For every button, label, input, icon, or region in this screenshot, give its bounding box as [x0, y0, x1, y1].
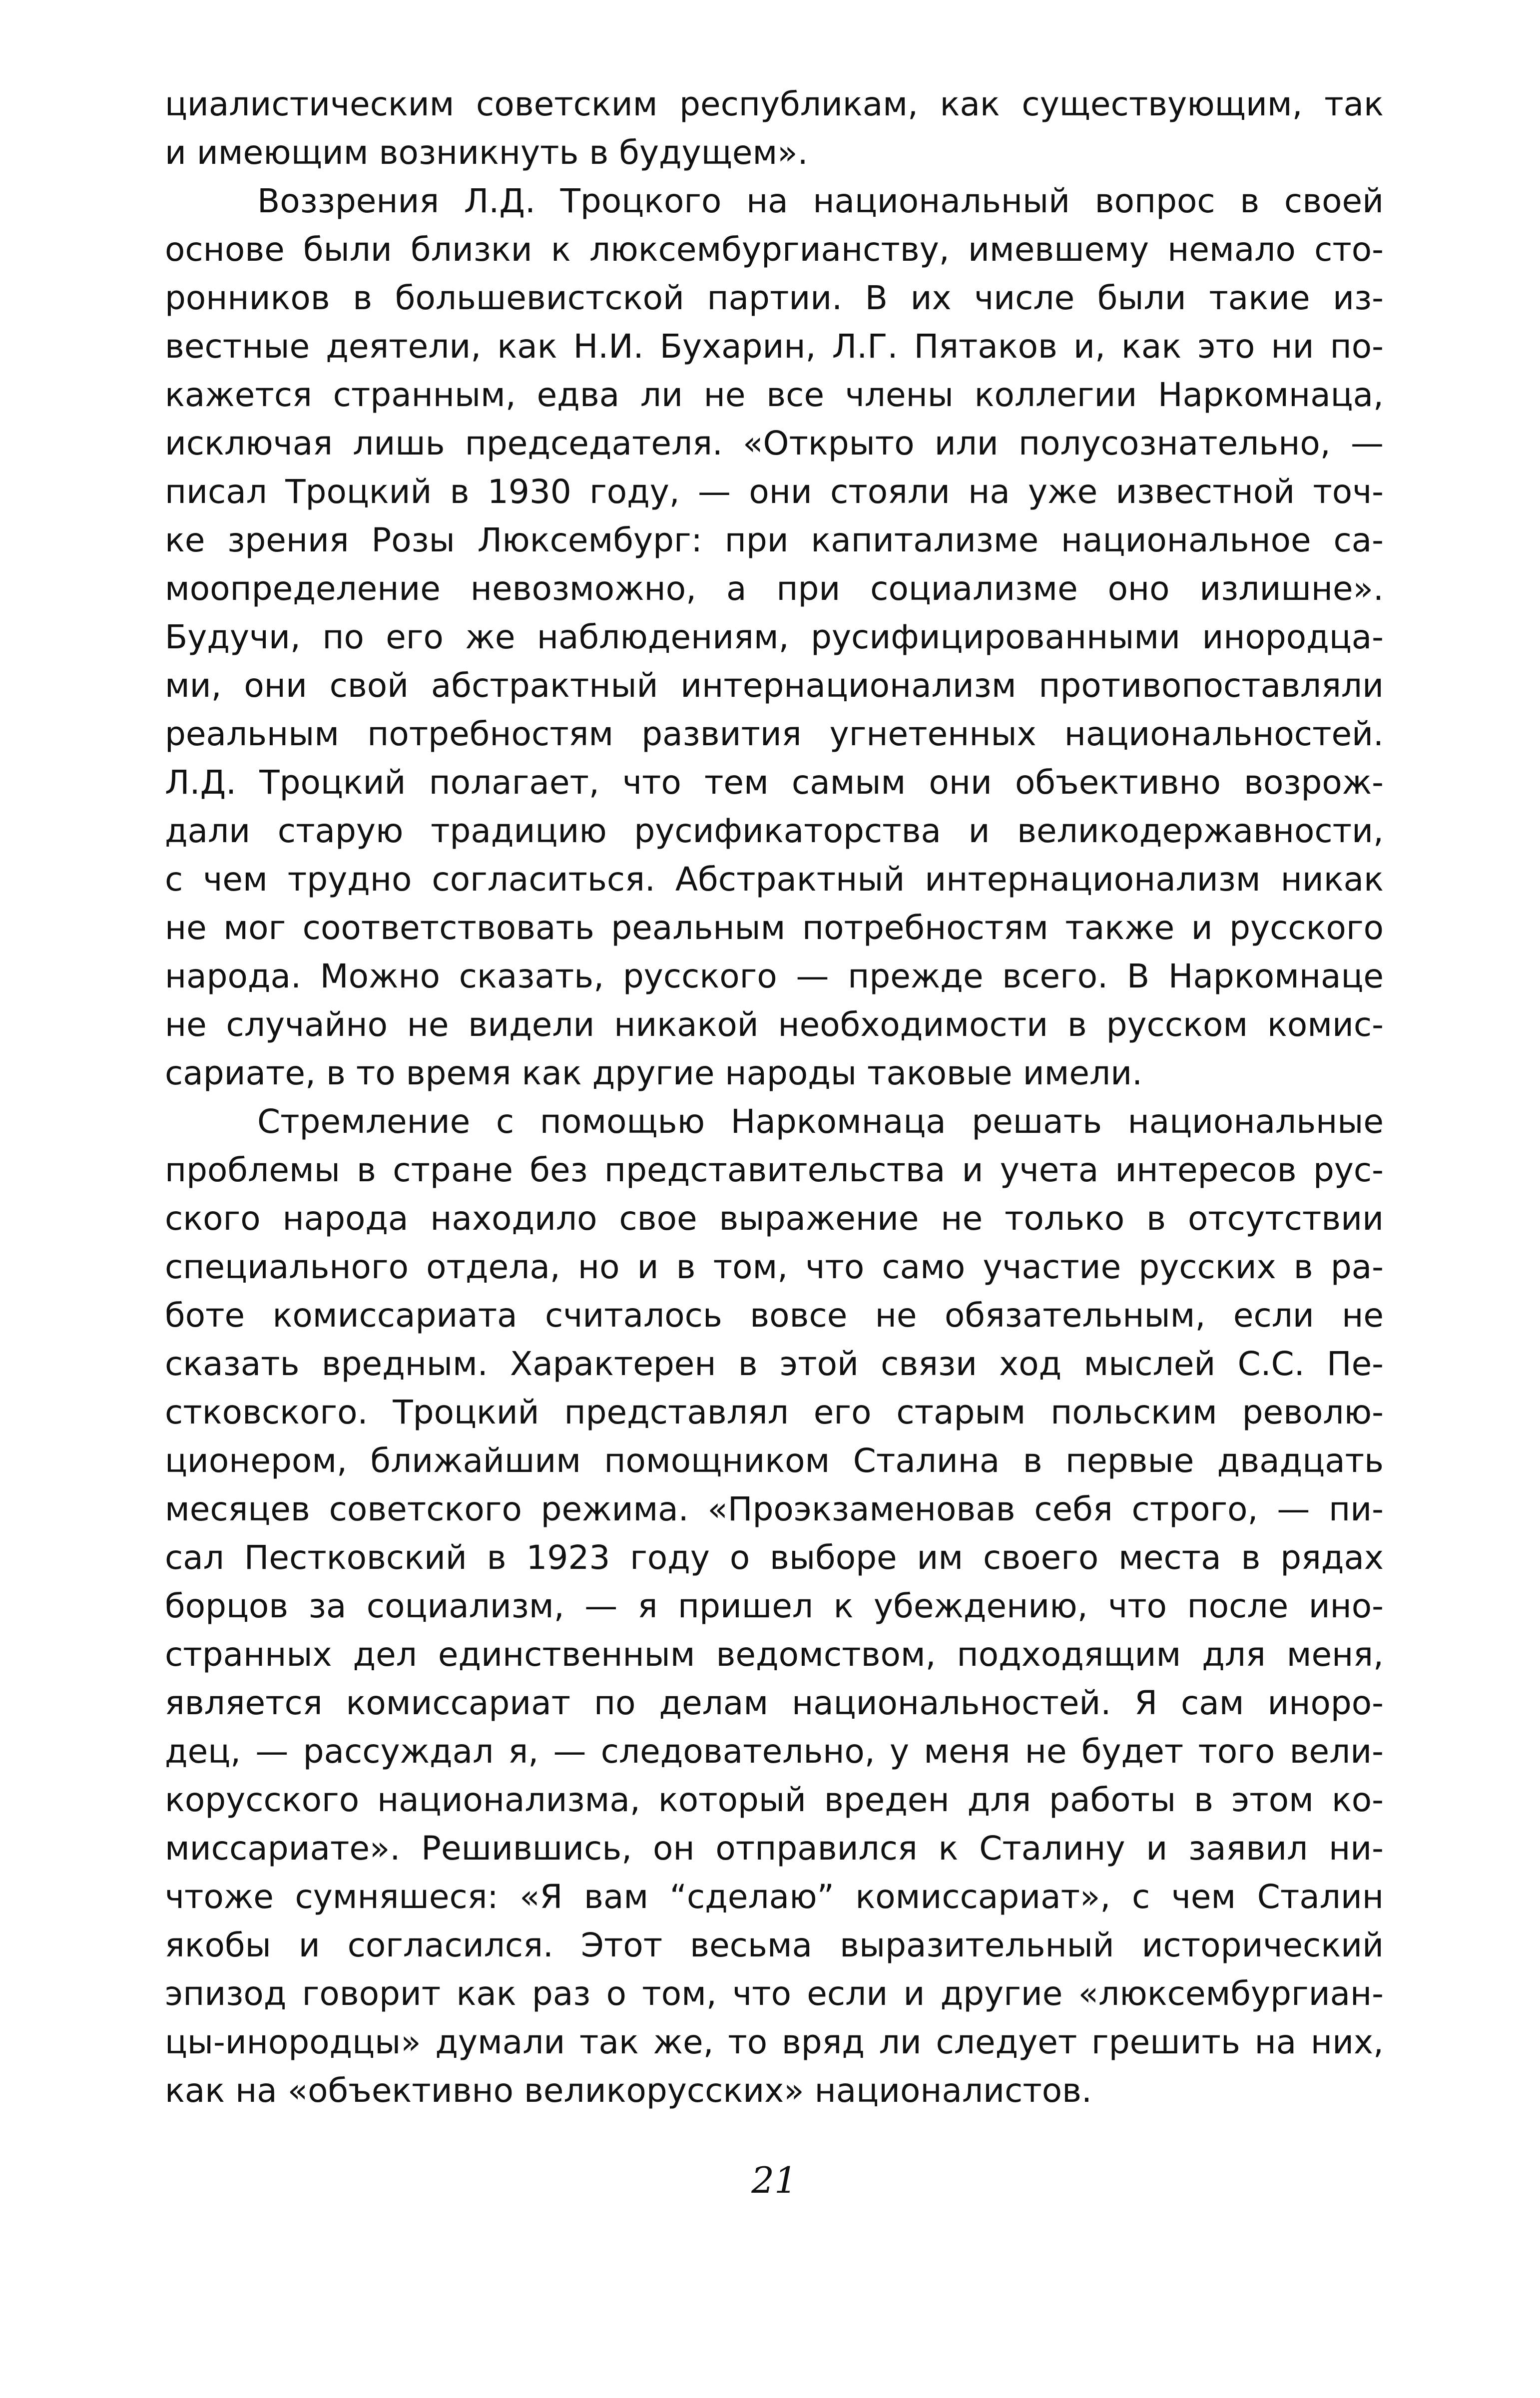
paragraph [165, 1097, 1384, 2115]
text-line: дец, — рассуждал я, — следовательно, у меня не будет того вели- [165, 1732, 1384, 1771]
paragraph [165, 177, 1384, 1097]
text-line: месяцев советского режима. «Проэкзаменовав себя строго, — пи- [165, 1490, 1384, 1528]
text-line: якобы и согласился. Этот весьма выразительный исторический [165, 1926, 1384, 1964]
text-line: ке зрения Розы Люксембург: при капитализме национальное са- [165, 521, 1384, 559]
page-number: 21 [751, 2159, 797, 2201]
book-page [165, 80, 1384, 2328]
text-line: основе были близки к люксембургианству, имевшему немало сто- [165, 230, 1384, 269]
text-line: ронников в большевистской партии. В их числе были такие из- [165, 279, 1384, 317]
text-line: вестные деятели, как Н.И. Бухарин, Л.Г. Пятаков и, как это ни по- [165, 327, 1384, 366]
text-line: как на «объективно великорусских» националистов. [165, 2071, 1092, 2110]
text-line: странных дел единственным ведомством, подходящим для меня, [165, 1635, 1384, 1674]
text-line: ционером, ближайшим помощником Сталина в первые двадцать [165, 1441, 1384, 1480]
text-line: исключая лишь председателя. «Открыто или полусознательно, — [165, 424, 1384, 463]
text-line: ми, они свой абстрактный интернационализм противопоставляли [165, 666, 1384, 705]
text-line: сал Пестковский в 1923 году о выборе им своего места в рядах [165, 1538, 1384, 1577]
text-line: сказать вредным. Характерен в этой связи ход мыслей С.С. Пе- [165, 1345, 1384, 1383]
text-line: дали старую традицию русификаторства и великодержавности, [165, 812, 1384, 850]
text-line: миссариате». Решившись, он отправился к Сталину и заявил ни- [165, 1829, 1384, 1868]
text-line: циалистическим советским республикам, как существующим, так [165, 85, 1384, 123]
text-line: ского народа находило свое выражение не только в отсутствии [165, 1199, 1384, 1238]
text-line: не случайно не видели никакой необходимости в русском комис- [165, 1005, 1384, 1044]
text-line: специального отдела, но и в том, что само участие русских в ра- [165, 1248, 1384, 1286]
text-line: народа. Можно сказать, русского — прежде всего. В Наркомнаце [165, 957, 1384, 995]
text-line: кажется странным, едва ли не все члены коллегии Наркомнаца, [165, 376, 1384, 414]
text-line: борцов за социализм, — я пришел к убеждению, что после ино- [165, 1587, 1384, 1625]
text-line: Л.Д. Троцкий полагает, что тем самым они объективно возрож- [165, 763, 1384, 802]
text-line: является комиссариат по делам национальностей. Я сам иноро- [165, 1684, 1384, 1722]
text-line: писал Троцкий в 1930 году, — они стояли на уже известной точ- [165, 473, 1384, 511]
text-line: стковского. Троцкий представлял его старым польским револю- [165, 1393, 1384, 1432]
text-line: реальным потребностям развития угнетенных национальностей. [165, 715, 1384, 753]
text-line: Воззрения Л.Д. Троцкого на национальный вопрос в своей [257, 182, 1384, 220]
text-line: проблемы в стране без представительства и учета интересов рус- [165, 1151, 1384, 1189]
text-line: Будучи, по его же наблюдениям, русифицированными инородца- [165, 618, 1384, 656]
text-line: Стремление с помощью Наркомнаца решать национальные [257, 1102, 1384, 1141]
text-line: эпизод говорит как раз о том, что если и другие «люксембургиан- [165, 1974, 1384, 2013]
paragraph [165, 80, 1384, 177]
text-line: чтоже сумняшеся: «Я вам “сделаю” комиссариат», с чем Сталин [165, 1878, 1384, 1916]
text-line: моопределение невозможно, а при социализме оно излишне». [165, 569, 1384, 608]
text-line: корусского национализма, который вреден для работы в этом ко- [165, 1781, 1384, 1819]
text-line: с чем трудно согласиться. Абстрактный интернационализм никак [165, 860, 1384, 899]
text-line: боте комиссариата считалось вовсе не обязательным, если не [165, 1296, 1384, 1335]
text-line: сариате, в то время как другие народы таковые имели. [165, 1054, 1143, 1092]
text-line: не мог соответствовать реальным потребностям также и русского [165, 909, 1384, 947]
text-line: цы-инородцы» думали так же, то вряд ли следует грешить на них, [165, 2023, 1384, 2061]
text-line: и имеющим возникнуть в будущем». [165, 133, 808, 172]
body-text [165, 80, 1384, 2115]
